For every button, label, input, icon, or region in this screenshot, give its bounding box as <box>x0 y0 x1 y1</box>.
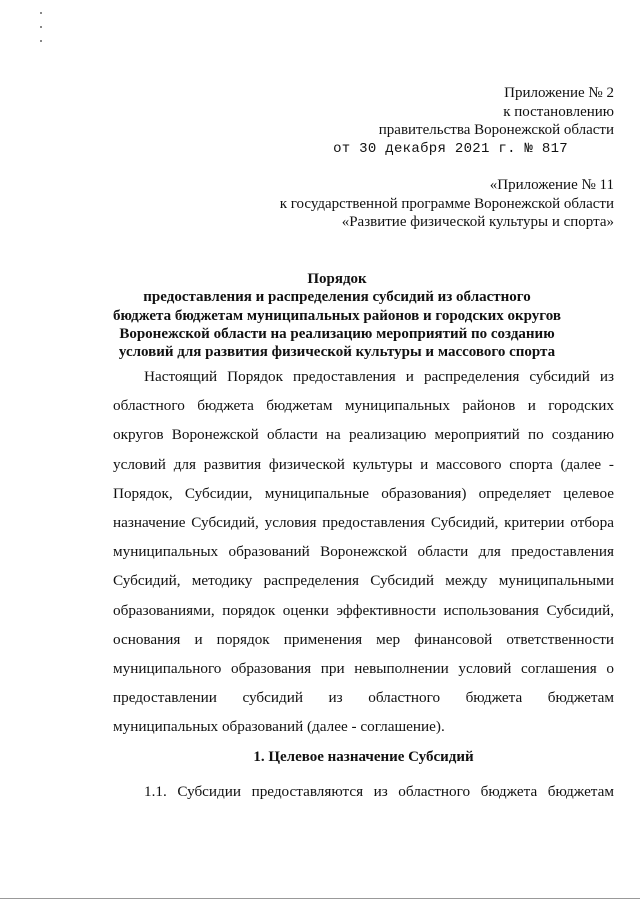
clause-1-1 <box>113 777 614 806</box>
section-1-heading: 1. Целевое назначение Субсидий <box>253 749 474 765</box>
intro-paragraph-text: Настоящий Порядок предоставления и распределения субсидий из областного бюджета бюджетам муниципальных районов и городских округов Воронежской области на реализацию мероприятий по созданию условий для развития физической культуры и массового спорта (далее - Порядок, Субсидии, муниципальные образования) определяет целевое назначение Субсидий, условия предоставления Субсидий, критерии отбора муниципальных образований Воронежской области для предоставления Субсидий, методику распределения Субсидий между муниципальными образованиями, порядок оценки эффективности использования Субсидий, основания и порядок применения мер финансовой ответственности муниципального образования при невыполнении условий соглашения о предоставлении субсидий из областного бюджета бюджетам муниципальных образований (далее - соглашение). <box>113 368 614 736</box>
page-bottom-edge <box>0 898 640 899</box>
title-line3: бюджета бюджетам муниципальных районов и городских округов <box>113 307 561 324</box>
intro-paragraph <box>113 362 614 742</box>
appendix-11-line1: «Приложение № 11 <box>489 177 614 193</box>
document-title <box>60 270 614 361</box>
appendix-2-line3: правительства Воронежской области <box>378 122 614 138</box>
appendix-2-header <box>333 84 614 158</box>
appendix-2-date-number: от 30 декабря 2021 г. № 817 <box>333 140 568 157</box>
appendix-11-line2: к государственной программе Воронежской области <box>279 195 614 212</box>
clause-1-1-text: 1.1. Субсидии предоставляются из областного бюджета бюджетам <box>144 783 614 800</box>
appendix-2-line2: к постановлению <box>503 103 614 120</box>
title-line1: Порядок <box>307 271 367 287</box>
appendix-2-line1: Приложение № 2 <box>504 85 614 101</box>
scan-marks <box>40 12 44 42</box>
title-line4: Воронежской области на реализацию мероприятий по созданию <box>119 325 555 342</box>
appendix-11-line3: «Развитие физической культуры и спорта» <box>341 214 614 230</box>
appendix-11-header <box>280 176 614 232</box>
title-line5: условий для развития физической культуры и массового спорта <box>118 344 556 361</box>
title-line2: предоставления и распределения субсидий из областного <box>143 289 531 306</box>
